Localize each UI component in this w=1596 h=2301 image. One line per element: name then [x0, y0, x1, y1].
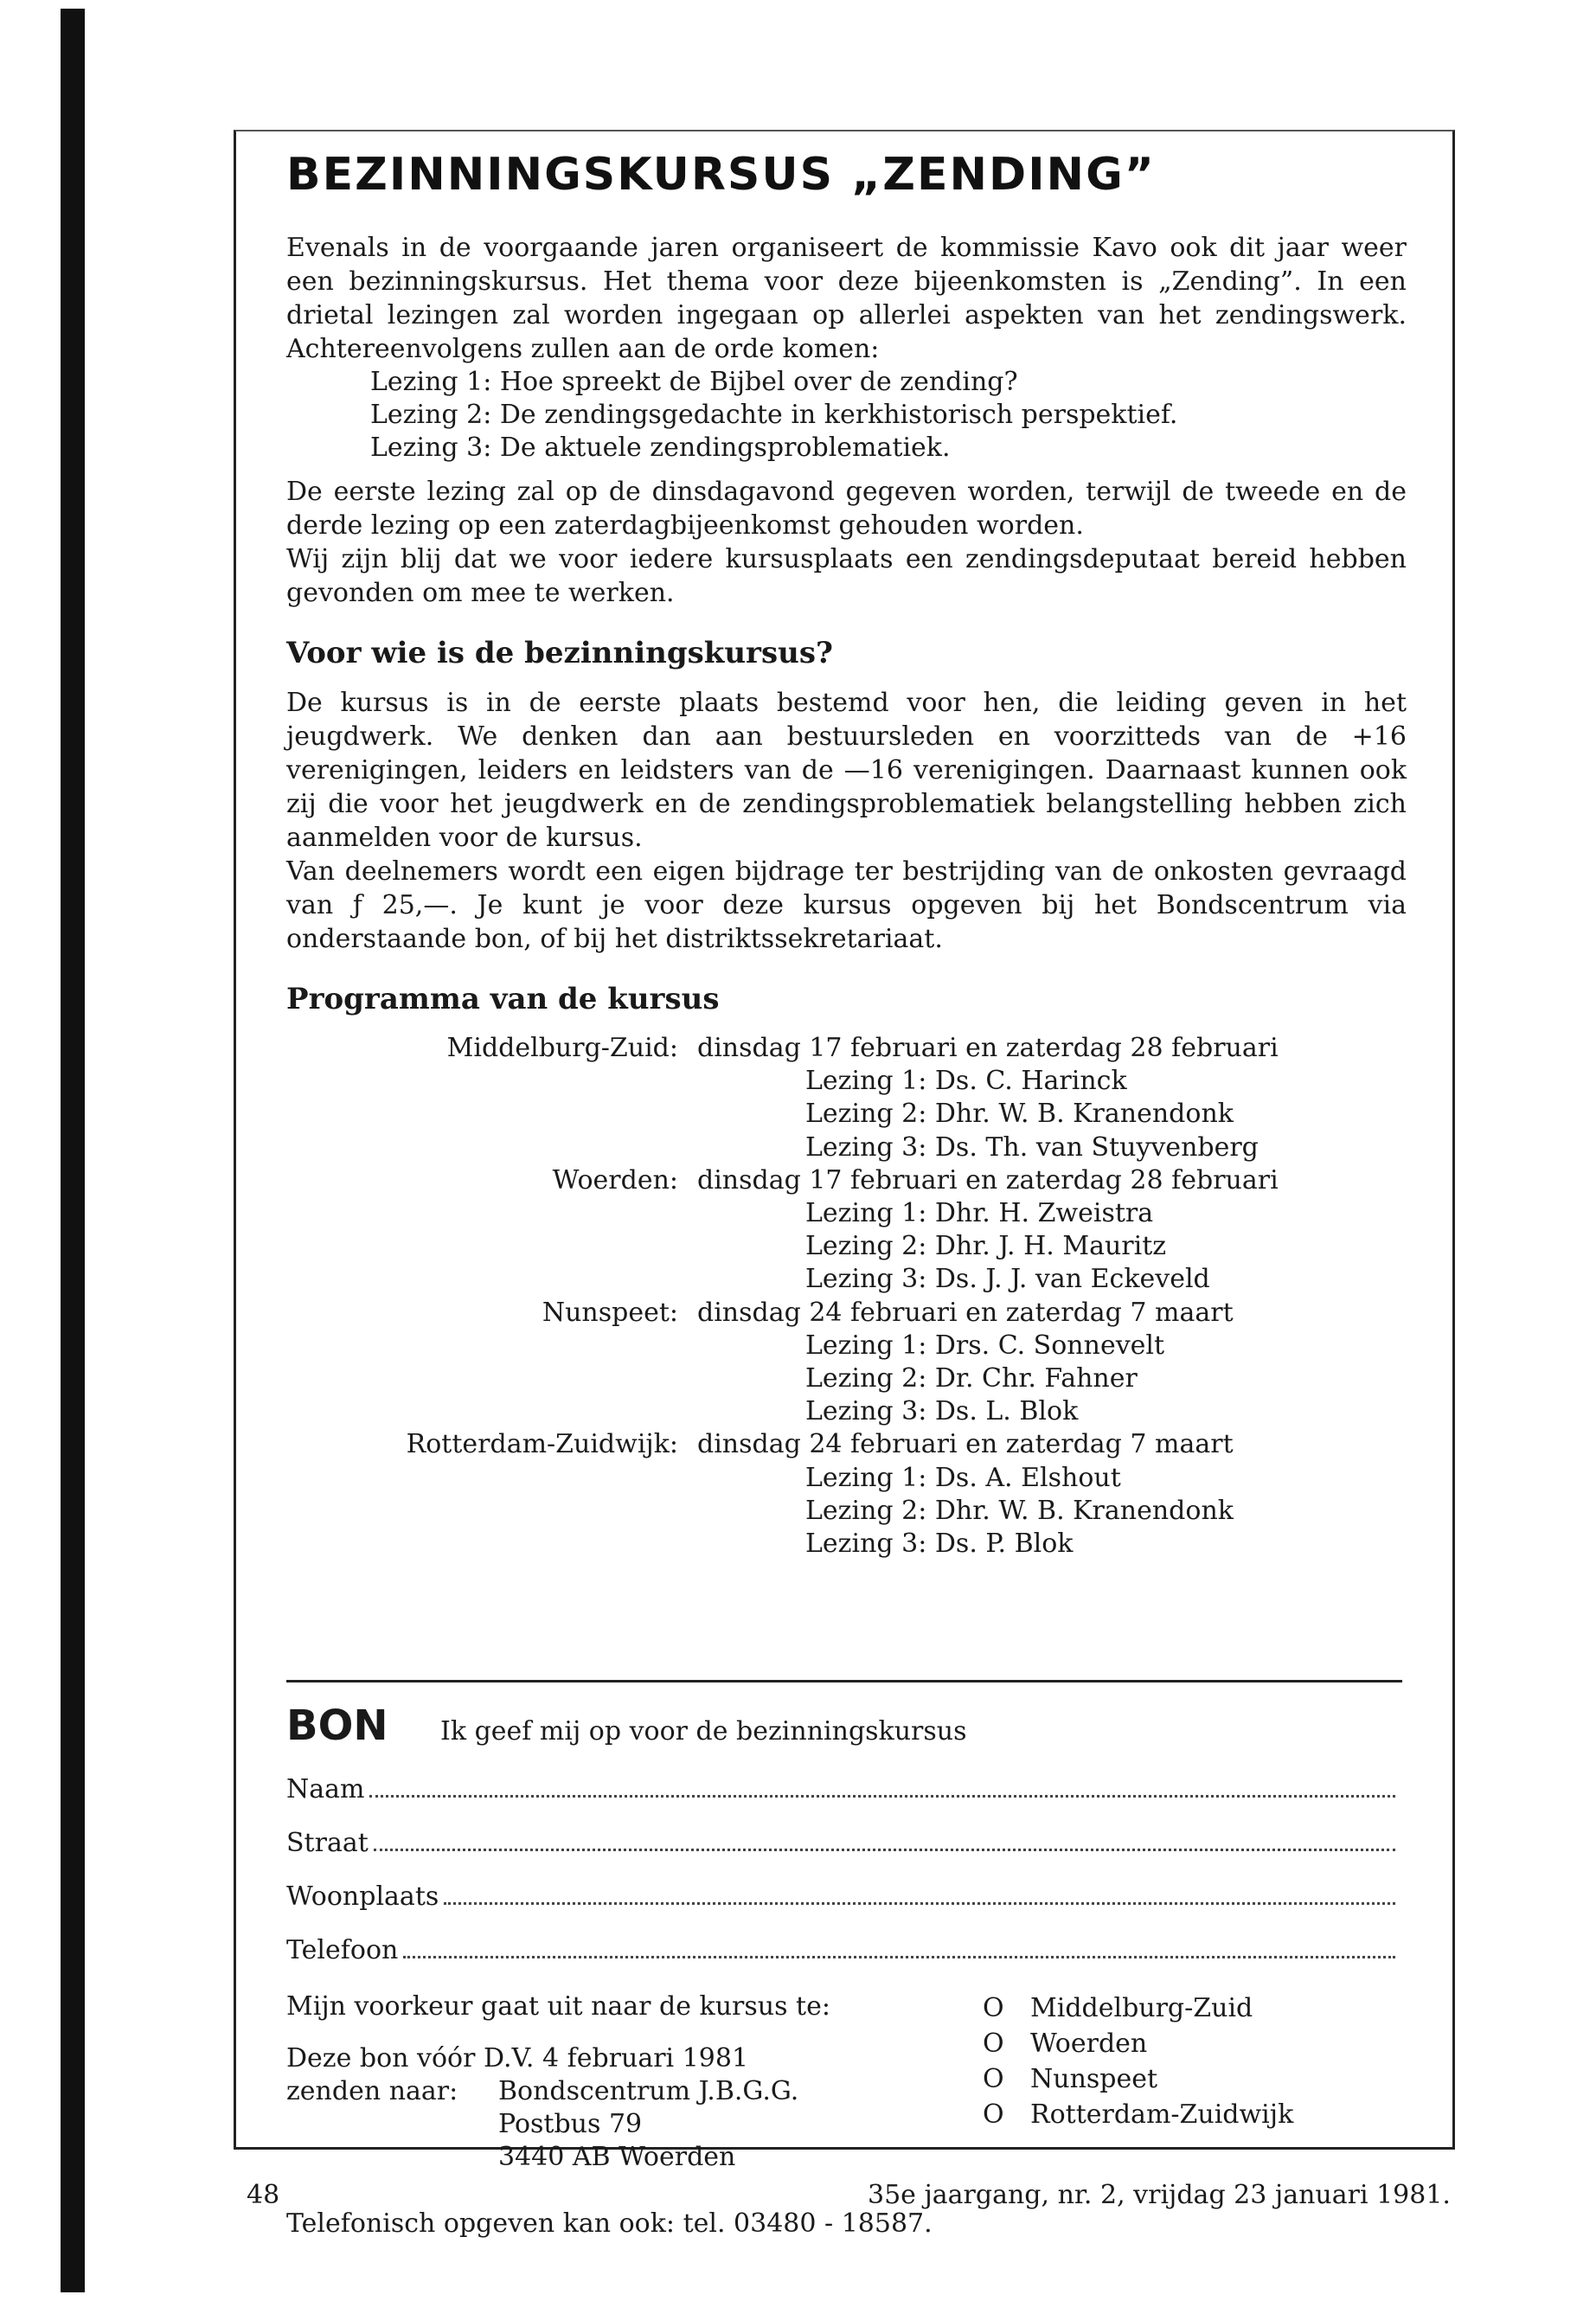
option-circle-icon[interactable]: O	[983, 2099, 1004, 2130]
phone-field-label: Telefoon	[286, 1935, 399, 1965]
program-lecture: Lezing 2: Dhr. W. B. Kranendonk	[805, 1495, 1234, 1526]
section-heading-program: Programma van de kursus	[286, 982, 720, 1016]
location-options	[983, 1990, 1293, 2174]
address-line: 3440 AB Woerden	[498, 2142, 736, 2172]
option-circle-icon[interactable]: O	[983, 2064, 1004, 2094]
program-lecture: Lezing 3: Ds. Th. van Stuyvenberg	[805, 1131, 1259, 1163]
bon-instructions	[286, 1990, 983, 2174]
program-lecture: Lezing 3: Ds. P. Blok	[805, 1529, 1074, 1560]
lecture-topic-2: Lezing 2: De zendingsgedachte in kerkhistorisch perspektief.	[370, 400, 1178, 430]
send-address-block	[286, 2075, 983, 2108]
registration-coupon	[286, 1702, 1402, 2239]
program-location-row	[286, 1428, 1407, 1461]
option-label: Rotterdam-Zuidwijk	[1030, 2099, 1294, 2130]
program-lecture: Lezing 1: Ds. C. Harinck	[805, 1066, 1127, 1097]
page-number: 48	[247, 2180, 280, 2210]
name-field-label: Naam	[286, 1774, 365, 1804]
address-line: Postbus 79	[498, 2109, 643, 2139]
phone-registration-text: Telefonisch opgeven kan ook: tel. 03480 - 18587.	[286, 2208, 933, 2239]
name-field-line[interactable]	[369, 1772, 1395, 1798]
city-field[interactable]	[286, 1880, 1402, 1933]
address-line: Bondscentrum J.B.G.G.	[498, 2076, 799, 2106]
program-lecture: Lezing 1: Ds. A. Elshout	[805, 1462, 1121, 1493]
issue-info: 35e jaargang, nr. 2, vrijdag 23 januari 1981.	[868, 2180, 1451, 2210]
article-content	[286, 149, 1407, 1561]
bon-divider	[286, 1680, 1402, 1682]
phone-field[interactable]	[286, 1933, 1402, 1987]
intro-paragraph-1: Evenals in de voorgaande jaren organiseert de kommissie Kavo ook dit jaar weer een bezinningskursus. Het thema voor deze bijeenkomsten is „Zending”. In een drietal lezingen zal worden ingegaan op allerlei aspekten van het zendingswerk. Achtereenvolgens zullen aan de orde komen:	[286, 233, 1407, 364]
phone-field-line[interactable]	[403, 1933, 1395, 1958]
program-place: Rotterdam-Zuidwijk:	[406, 1429, 678, 1460]
program-lecture: Lezing 2: Dhr. J. H. Mauritz	[805, 1231, 1167, 1262]
program-dates: dinsdag 17 februari en zaterdag 28 februari	[697, 1033, 1279, 1063]
program-place: Woerden:	[552, 1164, 678, 1195]
option-rotterdam[interactable]	[983, 2097, 1293, 2132]
program-dates: dinsdag 24 februari en zaterdag 7 maart	[697, 1429, 1234, 1460]
option-middelburg[interactable]	[983, 1990, 1293, 2026]
program-lecture: Lezing 1: Dhr. H. Zweistra	[805, 1198, 1154, 1229]
program-dates: dinsdag 24 februari en zaterdag 7 maart	[697, 1297, 1234, 1328]
program-schedule	[286, 1032, 1407, 1561]
option-circle-icon[interactable]: O	[983, 2029, 1004, 2059]
program-lecture: Lezing 3: Ds. J. J. van Eckeveld	[805, 1264, 1210, 1295]
preference-text: Mijn voorkeur gaat uit naar de kursus te:	[286, 1991, 830, 2022]
bon-details	[286, 1990, 1402, 2174]
scan-edge-bar	[61, 9, 85, 2292]
article-title: BEZINNINGSKURSUS „ZENDING”	[286, 149, 1156, 201]
program-dates: dinsdag 17 februari en zaterdag 28 februari	[697, 1164, 1279, 1195]
bon-label: BON	[286, 1702, 388, 1750]
option-label: Middelburg-Zuid	[1030, 1993, 1253, 2023]
option-woerden[interactable]	[983, 2026, 1293, 2061]
program-lecture: Lezing 2: Dr. Chr. Fahner	[805, 1363, 1138, 1394]
lecture-topic-1: Lezing 1: Hoe spreekt de Bijbel over de zending?	[370, 367, 1018, 397]
bon-intro-text: Ik geef mij op voor de bezinningskursus	[440, 1716, 967, 1747]
who-paragraph-2: Van deelnemers wordt een eigen bijdrage ter bestrijding van de onkosten gevraagd van ƒ 25,—. Je kunt je voor deze kursus opgeven bij het Bondscentrum via onderstaande bon, of bij het distriktssekretariaat.	[286, 856, 1407, 954]
bon-header	[286, 1702, 1402, 1750]
lecture-topic-3: Lezing 3: De aktuele zendingsproblematiek.	[370, 433, 951, 463]
program-lecture: Lezing 3: Ds. L. Blok	[805, 1396, 1079, 1427]
program-place: Nunspeet:	[542, 1297, 678, 1328]
option-label: Woerden	[1030, 2029, 1148, 2059]
send-deadline-text: Deze bon vóór D.V. 4 februari 1981	[286, 2043, 749, 2073]
lecture-topic-list	[370, 366, 1407, 465]
option-nunspeet[interactable]	[983, 2061, 1293, 2097]
send-label: zenden naar:	[286, 2076, 458, 2106]
program-location-row	[286, 1297, 1407, 1330]
option-circle-icon[interactable]: O	[983, 1993, 1004, 2023]
section-heading-who: Voor wie is de bezinningskursus?	[286, 636, 833, 670]
who-paragraph-1: De kursus is in de eerste plaats bestemd voor hen, die leiding geven in het jeugdwerk. We denken dan aan bestuursleden en voorzitteds van de +16 verenigingen, leiders en leidsters van de —16 verenigingen. Daarnaast kunnen ook zij die voor het jeugdwerk en de zendingsproblematiek belangstelling hebben zich aanmelden voor de kursus.	[286, 688, 1407, 853]
city-field-line[interactable]	[444, 1880, 1395, 1905]
city-field-label: Woonplaats	[286, 1881, 439, 1912]
program-lecture: Lezing 1: Drs. C. Sonnevelt	[805, 1330, 1165, 1361]
option-label: Nunspeet	[1030, 2064, 1158, 2094]
street-field[interactable]	[286, 1826, 1402, 1880]
street-field-label: Straat	[286, 1828, 369, 1858]
program-location-row	[286, 1164, 1407, 1197]
program-place: Middelburg-Zuid:	[446, 1033, 678, 1063]
street-field-line[interactable]	[374, 1826, 1395, 1851]
name-field[interactable]	[286, 1772, 1402, 1826]
program-location-row	[286, 1032, 1407, 1065]
program-lecture: Lezing 2: Dhr. W. B. Kranendonk	[805, 1099, 1234, 1130]
intro-paragraph-2: De eerste lezing zal op de dinsdagavond gegeven worden, terwijl de tweede en de derde lezing op een zaterdagbijeenkomst gehouden worden.	[286, 477, 1407, 541]
intro-paragraph-3: Wij zijn blij dat we voor iedere kursusplaats een zendingsdeputaat bereid hebben gevonden om mee te werken.	[286, 544, 1407, 608]
